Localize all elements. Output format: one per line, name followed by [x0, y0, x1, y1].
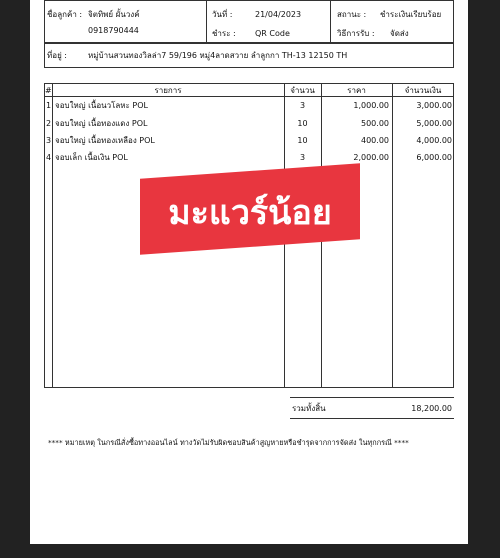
pay-label: ชำระ : [212, 29, 236, 38]
row-4-no: 4 [46, 153, 52, 162]
receive-label: วิธีการรับ : [337, 29, 375, 38]
row-3-qty: 10 [297, 136, 308, 145]
row-1-qty: 3 [299, 101, 306, 110]
invoice-sheet [30, 0, 468, 544]
status-value: ชำระเงินเรียบร้อย [380, 10, 442, 19]
header-divider-2 [330, 0, 331, 43]
total-label: รวมทั้งสิ้น [292, 404, 326, 413]
row-2-price: 500.00 [361, 119, 389, 128]
row-4-qty: 3 [299, 153, 306, 162]
header-divider-1 [206, 0, 207, 43]
row-2-qty: 10 [297, 119, 308, 128]
customer-name: จิตทิพย์ ผั้นวงค์ [88, 10, 140, 19]
pay-value: QR Code [255, 29, 290, 38]
row-2-no: 2 [46, 119, 52, 128]
date-value: 21/04/2023 [255, 10, 302, 19]
col-header-no: # [45, 86, 52, 95]
date-label: วันที่ : [212, 10, 233, 19]
total-top-rule [290, 397, 454, 398]
row-3-amount: 4,000.00 [416, 136, 452, 145]
total-bottom-rule [290, 418, 454, 419]
row-4-item: จอบเล็ก เนื้อเงิน POL [55, 153, 128, 162]
status-label: สถานะ : [337, 10, 367, 19]
receive-value: จัดส่ง [390, 29, 409, 38]
address-label: ที่อยู่ : [47, 51, 68, 60]
customer-label: ชื่อลูกค้า : [47, 10, 83, 19]
row-2-item: จอบใหญ่ เนื้อทองแดง POL [55, 119, 148, 128]
customer-phone: 0918790444 [88, 26, 139, 35]
total-value: 18,200.00 [411, 404, 452, 413]
col-header-qty: จำนวน [290, 86, 315, 95]
footer-note: **** หมายเหตุ ในกรณีสั่งซื้อทางออนไลน์ ทางวัดไม่รับผิดชอบสินค้าสูญหายหรือชำรุดจากการจัดส่ง ในทุกกรณี **** [48, 438, 409, 447]
row-1-no: 1 [46, 101, 52, 110]
row-3-item: จอบใหญ่ เนื้อทองเหลือง POL [55, 136, 155, 145]
row-4-amount: 6,000.00 [416, 153, 452, 162]
row-1-item: จอบใหญ่ เนื้อนวโลหะ POL [55, 101, 148, 110]
row-2-amount: 5,000.00 [416, 119, 452, 128]
col-header-price: ราคา [347, 86, 366, 95]
row-3-price: 400.00 [361, 136, 389, 145]
stamp-banner [140, 163, 360, 254]
col-header-item: รายการ [154, 86, 182, 95]
col-divider-no [52, 83, 53, 388]
address-value: หมู่บ้านสวนทองวิลล่า7 59/196 หมู่4ลาดสวาย ลำลูกกา TH-13 12150 TH [88, 51, 348, 60]
col-header-amount: จำนวนเงิน [404, 86, 442, 95]
row-3-no: 3 [46, 136, 52, 145]
row-4-price: 2,000.00 [353, 153, 389, 162]
stamp-text: มะแวร์น้อย [168, 193, 332, 233]
row-1-amount: 3,000.00 [416, 101, 452, 110]
row-1-price: 1,000.00 [353, 101, 389, 110]
